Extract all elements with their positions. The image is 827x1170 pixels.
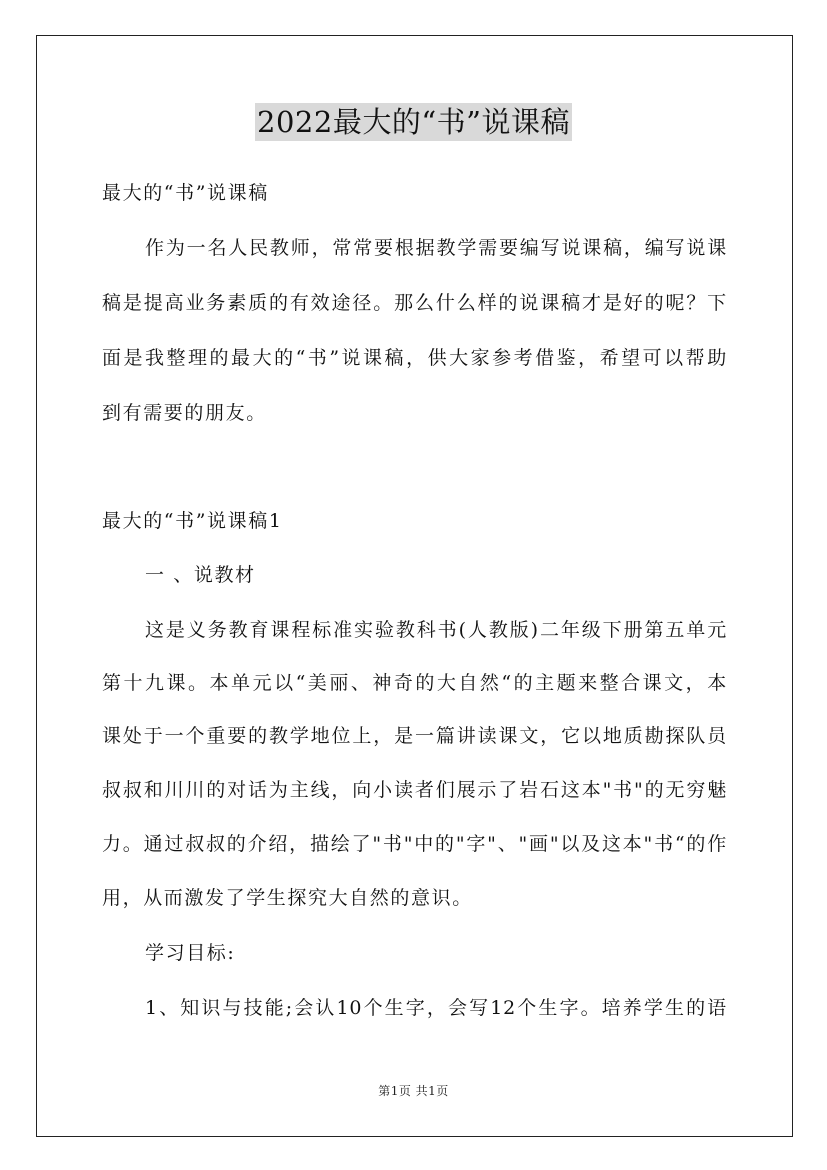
body-line: 叔叔和川川的对话为主线，向小读者们展示了岩石这本"书"的无穷魅 (102, 779, 727, 801)
page-number-footer: 第1页 共1页 (378, 1084, 449, 1098)
intro-line: 稿是提高业务素质的有效途径。那么什么样的说课稿才是好的呢？下 (102, 292, 727, 314)
body-line: 这是义务教育课程标准实验教科书(人教版)二年级下册第五单元 (145, 619, 727, 641)
body-line: 课处于一个重要的教学地位上，是一篇讲读课文，它以地质勘探队员 (102, 725, 727, 747)
goals-heading: 学习目标: (145, 942, 236, 964)
document-title: 2022最大的“书”说课稿 (257, 105, 570, 139)
section-heading: 最大的“书”说课稿1 (102, 510, 283, 532)
intro-line: 面是我整理的最大的“书”说课稿，供大家参考借鉴，希望可以帮助 (102, 347, 727, 369)
part-heading: 一 、说教材 (145, 564, 256, 586)
body-line: 用，从而激发了学生探究大自然的意识。 (102, 887, 473, 909)
intro-line: 作为一名人民教师，常常要根据教学需要编写说课稿，编写说课 (145, 237, 727, 259)
goals-line: 1、知识与技能;会认10个生字，会写12个生字。培养学生的语 (145, 997, 727, 1019)
title-container (0, 103, 827, 141)
body-line: 第十九课。本单元以“美丽、神奇的大自然“的主题来整合课文，本 (102, 672, 727, 694)
intro-line: 到有需要的朋友。 (102, 402, 267, 424)
subtitle: 最大的“书”说课稿 (102, 182, 269, 204)
body-line: 力。通过叔叔的介绍，描绘了"书"中的"字"、"画"以及这本"书“的作 (102, 833, 727, 855)
